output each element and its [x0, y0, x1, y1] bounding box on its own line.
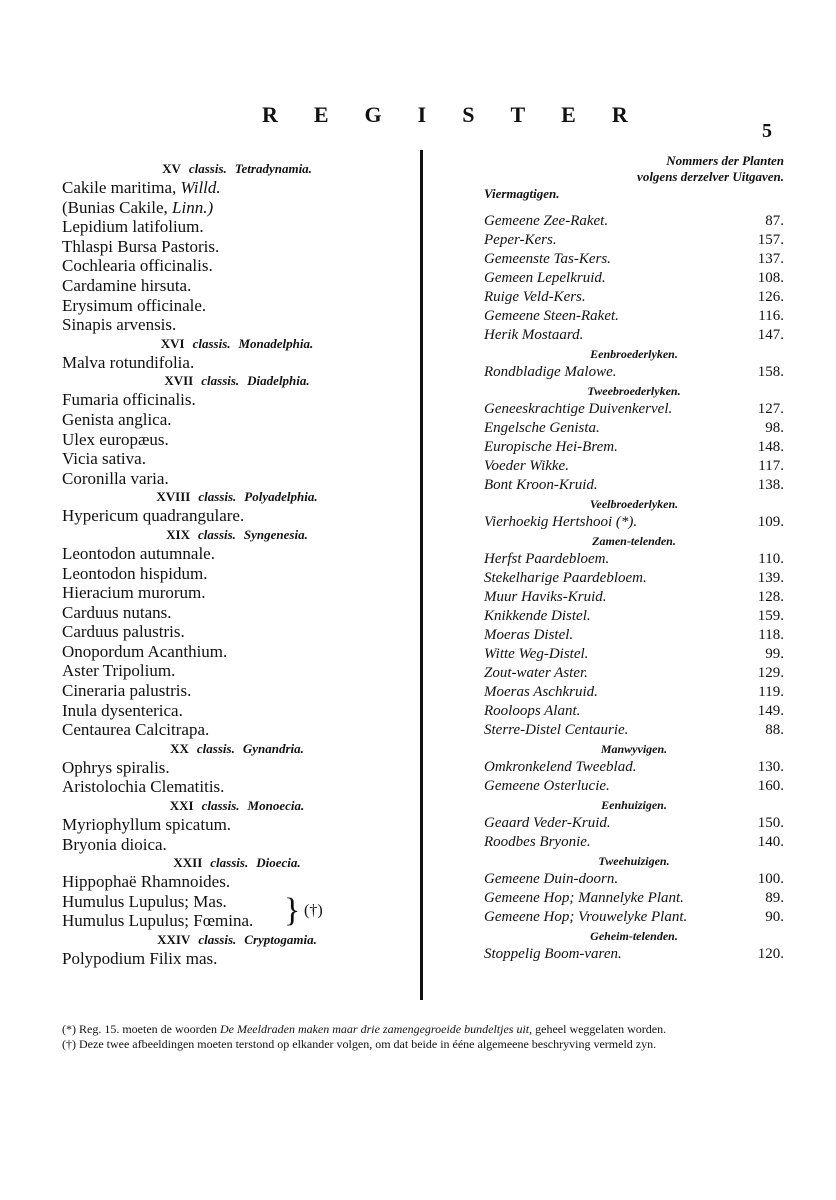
dutch-name: Rooloops Alant.	[484, 703, 581, 719]
latin-name: Sinapis arvensis.	[62, 315, 177, 335]
class-name: Tetradynamia.	[234, 161, 312, 176]
plant-number: 140.	[757, 834, 784, 850]
class-heading	[62, 741, 412, 757]
register-row	[484, 721, 784, 740]
dutch-name: Gemeene Hop; Vrouwelyke Plant.	[484, 909, 688, 925]
section-heading: Geheim-telenden.	[590, 929, 678, 943]
latin-entry	[62, 469, 412, 489]
section-heading: Eenbroederlyken.	[590, 347, 678, 361]
column-header-line-1: Nommers der Planten	[666, 153, 784, 168]
dutch-name: Omkronkelend Tweeblad.	[484, 759, 637, 775]
plant-number: 127.	[757, 401, 784, 417]
latin-entry	[62, 449, 412, 469]
plant-number: 109.	[757, 514, 784, 530]
register-row	[484, 513, 784, 532]
class-name: Polyadelphia.	[244, 489, 318, 505]
dutch-name: Muur Haviks-Kruid.	[484, 589, 607, 605]
class-heading	[62, 855, 412, 871]
dutch-name: Stekelharige Paardebloem.	[484, 570, 647, 586]
latin-name: Onopordum Acanthium.	[62, 641, 228, 661]
register-row	[484, 438, 784, 457]
plant-number: 130.	[757, 759, 784, 775]
class-label: classis.	[192, 335, 231, 351]
latin-name: Carduus nutans.	[62, 602, 172, 622]
dutch-name: Moeras Distel.	[484, 627, 574, 643]
page-title: REGISTER	[262, 102, 664, 127]
plant-number: 118.	[758, 627, 784, 643]
dutch-name: Gemeene Hop; Mannelyke Plant.	[484, 890, 684, 906]
latin-entry	[62, 872, 412, 892]
register-row	[484, 569, 784, 588]
plant-number: 117.	[758, 458, 784, 474]
latin-entry	[62, 701, 412, 721]
plant-number: 128.	[757, 589, 784, 605]
dutch-name: Knikkende Distel.	[484, 608, 591, 624]
register-row	[484, 400, 784, 419]
class-label: classis.	[188, 161, 227, 176]
latin-entry	[62, 622, 412, 642]
plant-number: 150.	[757, 815, 784, 831]
footnote	[62, 1022, 774, 1037]
dutch-names-list	[484, 186, 784, 964]
section-heading: Tweebroederlyken.	[587, 384, 681, 398]
dutch-names-column	[484, 154, 784, 964]
latin-entry	[62, 544, 412, 564]
class-name: Monadelphia.	[238, 335, 314, 351]
class-heading	[62, 932, 412, 948]
plant-number: 159.	[757, 608, 784, 624]
footnote	[62, 1037, 774, 1052]
dutch-name: Gemeene Osterlucie.	[484, 778, 610, 794]
dutch-name: Zout-water Aster.	[484, 665, 588, 681]
plant-number: 158.	[757, 364, 784, 380]
register-row	[484, 777, 784, 796]
plant-number: 139.	[757, 570, 784, 586]
section-heading: Zamen-telenden.	[592, 534, 676, 548]
class-name: Gynandria.	[242, 740, 304, 756]
author-abbrev: Linn.)	[172, 197, 214, 217]
dutch-name: Rondbladige Malowe.	[484, 364, 617, 380]
plant-number: 138.	[757, 477, 784, 493]
dutch-name: Roodbes Bryonie.	[484, 834, 591, 850]
register-row	[484, 833, 784, 852]
dutch-name: Geaard Veder-Kruid.	[484, 815, 611, 831]
latin-name: Inula dysenterica.	[62, 700, 183, 720]
plant-number: 149.	[757, 703, 784, 719]
plant-number: 110.	[758, 551, 784, 567]
dutch-name: Herfst Paardebloem.	[484, 551, 610, 567]
dutch-name: Bont Kroon-Kruid.	[484, 477, 598, 493]
latin-name: Genista anglica.	[62, 409, 172, 429]
section-heading: Manwyvigen.	[600, 742, 668, 756]
brace-mark: }	[284, 891, 301, 929]
latin-name: Bryonia dioica.	[62, 834, 167, 854]
register-row	[484, 645, 784, 664]
footnote-quote: De Meeldraden maken maar drie zamengegroeide bundeltjes uit	[219, 1022, 530, 1036]
latin-names-column	[62, 160, 412, 969]
class-heading	[62, 527, 412, 543]
plant-number: 116.	[758, 308, 784, 324]
latin-name: Thlaspi Bursa Pastoris.	[62, 236, 220, 256]
latin-entry	[62, 777, 412, 797]
register-row	[484, 683, 784, 702]
register-row	[484, 550, 784, 569]
page-number: 5	[762, 120, 772, 142]
plant-number: 99.	[765, 646, 784, 662]
register-row	[484, 269, 784, 288]
latin-name: Cardamine hirsuta.	[62, 275, 192, 295]
latin-entry	[62, 642, 412, 662]
class-numeral: XXII	[173, 855, 203, 871]
latin-entry	[62, 276, 412, 296]
register-row	[484, 908, 784, 927]
latin-entry	[62, 296, 412, 316]
dutch-name: Gemeene Steen-Raket.	[484, 308, 619, 324]
plant-number: 126.	[757, 289, 784, 305]
brace-group	[62, 892, 412, 931]
plant-number: 120.	[757, 946, 784, 962]
register-row	[484, 626, 784, 645]
register-row	[484, 307, 784, 326]
class-name: Monoecia.	[247, 798, 305, 814]
plant-number: 90.	[765, 909, 784, 925]
latin-entry	[62, 217, 412, 237]
dutch-name: Stoppelig Boom-varen.	[484, 946, 622, 962]
class-name: Cryptogamia.	[244, 932, 317, 947]
register-row	[484, 231, 784, 250]
latin-entry: Humulus Lupulus; Mas.	[62, 891, 227, 911]
latin-name: Vicia sativa.	[62, 449, 146, 469]
class-label: classis.	[198, 526, 236, 542]
latin-name: Malva rotundifolia.	[62, 352, 195, 372]
register-row	[484, 212, 784, 231]
section-heading: Veelbroederlyken.	[589, 497, 679, 511]
plant-number: 137.	[757, 251, 784, 267]
dutch-name: Gemeene Duin-doorn.	[484, 871, 619, 887]
register-row	[484, 814, 784, 833]
latin-name: Leontodon hispidum.	[62, 563, 208, 583]
class-numeral: XX	[170, 740, 189, 756]
dutch-name: Voeder Wikke.	[484, 458, 569, 474]
register-row	[484, 588, 784, 607]
dutch-name: Geneeskrachtige Duivenkervel.	[484, 401, 673, 417]
latin-entry: Humulus Lupulus; Fœmina.	[62, 911, 254, 931]
class-heading	[62, 161, 412, 177]
latin-entry	[62, 390, 412, 410]
latin-entry	[62, 835, 412, 855]
latin-entry	[62, 661, 412, 681]
plant-number: 160.	[757, 778, 784, 794]
class-label: classis.	[198, 932, 237, 947]
latin-entry	[62, 603, 412, 623]
latin-name: Ophrys spiralis.	[62, 757, 170, 777]
latin-entry	[62, 815, 412, 835]
footnote-text: Deze twee afbeeldingen moeten terstond op elkander volgen, om dat beide in ééne algemeene beschryving vermeld zyn.	[76, 1037, 657, 1051]
latin-name: Cakile maritima,	[62, 178, 181, 197]
plant-number: 147.	[757, 327, 784, 343]
footnote-marker: (†)	[304, 901, 323, 919]
latin-entry	[62, 198, 412, 218]
latin-name: Cineraria palustris.	[62, 681, 192, 701]
column-divider	[420, 150, 423, 1000]
class-numeral: XVI	[160, 335, 185, 351]
dutch-name: Peper-Kers.	[484, 232, 557, 248]
plant-number: 87.	[765, 213, 784, 229]
latin-name: Cochlearia officinalis.	[62, 256, 213, 276]
latin-entry	[62, 583, 412, 603]
register-row	[484, 457, 784, 476]
class-name: Diadelphia.	[247, 373, 310, 389]
class-numeral: XXI	[169, 798, 194, 814]
class-numeral: XVIII	[156, 489, 191, 505]
dutch-name: Gemeene Zee-Raket.	[484, 213, 609, 229]
class-name: Syngenesia.	[243, 526, 308, 542]
class-heading	[62, 489, 412, 505]
class-heading	[62, 373, 412, 389]
register-row	[484, 870, 784, 889]
class-label: classis.	[201, 373, 240, 389]
register-row	[484, 250, 784, 269]
class-label: classis.	[196, 740, 235, 756]
plant-number: 89.	[765, 890, 784, 906]
latin-entry	[62, 237, 412, 257]
latin-name: Polypodium Filix mas.	[62, 949, 218, 968]
dutch-name: Sterre-Distel Centaurie.	[484, 722, 629, 738]
latin-name: Leontodon autumnale.	[62, 543, 215, 563]
class-label: classis.	[210, 855, 249, 871]
plant-number: 108.	[757, 270, 784, 286]
latin-entry	[62, 256, 412, 276]
class-heading	[62, 798, 412, 814]
register-row	[484, 702, 784, 721]
latin-name: Centaurea Calcitrapa.	[62, 720, 210, 740]
dutch-name: Vierhoekig Hertshooi (*).	[484, 514, 638, 530]
plant-number: 98.	[765, 420, 784, 436]
dutch-name: Engelsche Genista.	[484, 420, 600, 436]
register-row	[484, 945, 784, 964]
register-row	[484, 758, 784, 777]
latin-entry	[62, 353, 412, 373]
latin-entry	[62, 720, 412, 740]
footnote-mark: (*)	[62, 1022, 76, 1036]
class-numeral: XVII	[164, 373, 194, 389]
latin-entry	[62, 315, 412, 335]
plant-number: 100.	[757, 871, 784, 887]
register-row	[484, 889, 784, 908]
plant-number: 129.	[757, 665, 784, 681]
class-heading	[62, 336, 412, 352]
latin-name: Ulex europæus.	[62, 429, 169, 449]
class-name: Dioecia.	[256, 855, 301, 871]
plant-number: 148.	[757, 439, 784, 455]
latin-name: Aristolochia Clematitis.	[62, 777, 225, 797]
latin-name: Erysimum officinale.	[62, 295, 207, 315]
section-heading: Eenhuizigen.	[601, 798, 667, 812]
dutch-name: Ruige Veld-Kers.	[484, 289, 586, 305]
latin-entry	[62, 758, 412, 778]
latin-entry	[62, 681, 412, 701]
class-numeral: XXIV	[157, 932, 191, 947]
latin-name: Lepidium latifolium.	[62, 217, 204, 237]
column-header-line-2: volgens derzelver Uitgaven.	[637, 169, 784, 184]
register-row	[484, 363, 784, 382]
dutch-name: Witte Weg-Distel.	[484, 646, 589, 662]
section-heading: Tweehuizigen.	[598, 854, 670, 868]
register-row	[484, 476, 784, 495]
plant-number: 119.	[758, 684, 784, 700]
plant-number: 88.	[765, 722, 784, 738]
register-row	[484, 288, 784, 307]
section-heading: Viermagtigen.	[484, 186, 560, 201]
latin-name: Myriophyllum spicatum.	[62, 815, 232, 835]
plant-number: 157.	[757, 232, 784, 248]
latin-name: Hippophaë Rhamnoides.	[62, 872, 231, 892]
latin-name: Hypericum quadrangulare.	[62, 506, 245, 526]
latin-entry	[62, 564, 412, 584]
class-numeral: XIX	[166, 526, 190, 542]
register-row	[484, 326, 784, 345]
latin-entry	[62, 949, 412, 969]
dutch-name: Moeras Aschkruid.	[484, 684, 598, 700]
class-numeral: XV	[162, 161, 181, 176]
dutch-name: Gemeenste Tas-Kers.	[484, 251, 611, 267]
register-row	[484, 419, 784, 438]
latin-entry	[62, 178, 412, 198]
latin-name: Carduus palustris.	[62, 622, 185, 642]
register-row	[484, 664, 784, 683]
class-label: classis.	[201, 798, 240, 814]
register-row	[484, 607, 784, 626]
latin-name: Fumaria officinalis.	[62, 390, 196, 410]
latin-name: (Bunias Cakile,	[62, 197, 173, 217]
footnotes	[62, 1022, 774, 1052]
dutch-name: Herik Mostaard.	[484, 327, 584, 343]
footnote-text: Reg. 15. moeten de woorden	[76, 1022, 220, 1036]
latin-name: Coronilla varia.	[62, 468, 169, 488]
latin-entry	[62, 410, 412, 430]
latin-name: Aster Tripolium.	[62, 661, 176, 681]
latin-entry	[62, 430, 412, 450]
latin-entry	[62, 506, 412, 526]
latin-name: Hieracium murorum.	[62, 583, 206, 603]
author-abbrev: Willd.	[180, 178, 221, 197]
footnote-mark: (†)	[62, 1037, 76, 1051]
footnote-text-end: , geheel weggelaten worden.	[529, 1022, 667, 1036]
dutch-name: Europische Hei-Brem.	[484, 439, 618, 455]
class-label: classis.	[198, 489, 237, 505]
dutch-name: Gemeen Lepelkruid.	[484, 270, 606, 286]
